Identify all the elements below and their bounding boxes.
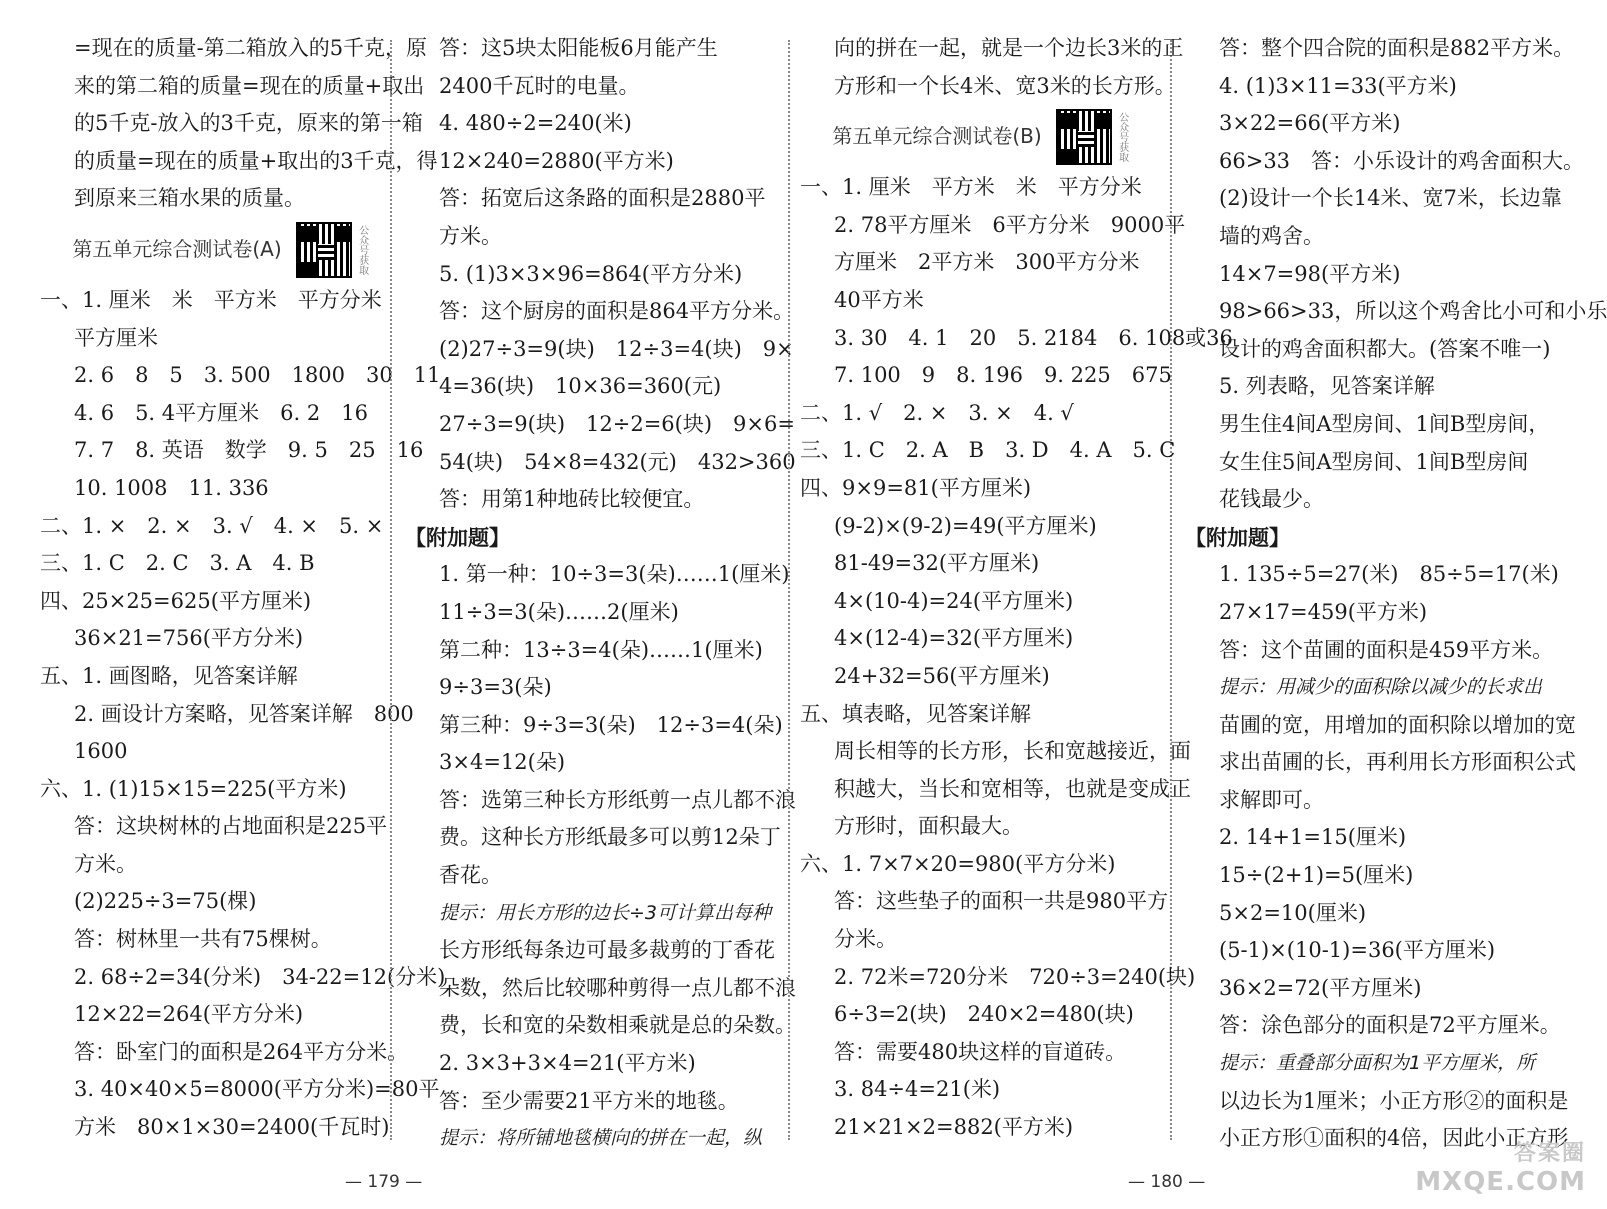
col4-line: 求解即可。 bbox=[1219, 787, 1324, 812]
col1-line: 的质量=现在的质量+取出的3千克，得 bbox=[74, 148, 438, 173]
col2-line: 27÷3=9(块) 12÷2=6(块) 9×6= bbox=[439, 411, 795, 436]
col4-line: 墙的鸡舍。 bbox=[1219, 223, 1324, 248]
col3-line: 7. 100 9 8. 196 9. 225 675 bbox=[834, 363, 1172, 388]
col1-line: 五、1. 画图略，见答案详解 bbox=[40, 663, 298, 688]
col1-line: 答：树林里一共有75棵树。 bbox=[74, 927, 332, 952]
col3-line: 方形时，面积最大。 bbox=[834, 814, 1023, 839]
col3-line: 40平方米 bbox=[834, 287, 924, 312]
watermark-line1: 答案圈 bbox=[1513, 1141, 1586, 1166]
col3-line: 21×21×2=882(平方米) bbox=[834, 1115, 1074, 1140]
col2-line: 5. (1)3×3×96=864(平方分米) bbox=[439, 261, 743, 286]
divider-2 bbox=[788, 40, 790, 1140]
col4-line: 花钱最少。 bbox=[1219, 487, 1324, 512]
col4-line: 男生住4间A型房间、1间B型房间， bbox=[1219, 411, 1550, 436]
col1-line: 3. 40×40×5=8000(平方分米)=80平 bbox=[74, 1077, 440, 1102]
col2-line: 2400千瓦时的电量。 bbox=[439, 73, 640, 98]
col3-line: 一、1. 厘米 平方米 米 平方分米 bbox=[800, 175, 1142, 200]
col1-line: (2)225÷3=75(棵) bbox=[74, 889, 257, 914]
col2-line: 【附加题】 bbox=[405, 524, 510, 550]
col2-line: 提示：将所铺地毯横向的拼在一起，纵 bbox=[439, 1127, 763, 1150]
col1-line: 来的第二箱的质量=现在的质量+取出 bbox=[74, 73, 425, 98]
col1-line: 36×21=756(平方分米) bbox=[74, 626, 304, 651]
col1-line: 1600 bbox=[74, 739, 128, 764]
qr-code-icon[interactable] bbox=[1056, 109, 1112, 165]
col2-line: 54(块) 54×8=432(元) 432>360 bbox=[439, 449, 796, 474]
col2-line: 答：拓宽后这条路的面积是2880平 bbox=[439, 186, 766, 211]
col3-line: 4×(10-4)=24(平方厘米) bbox=[834, 588, 1074, 613]
col3-line: 四、9×9=81(平方厘米) bbox=[800, 475, 1032, 500]
col3-bottom-block bbox=[800, 169, 1233, 1146]
col2-line: 3×4=12(朵) bbox=[439, 750, 566, 775]
col3-line: 4×(12-4)=32(平方厘米) bbox=[834, 626, 1074, 651]
divider-1 bbox=[390, 40, 392, 1140]
col4-line: 答：涂色部分的面积是72平方厘米。 bbox=[1219, 1013, 1561, 1038]
column-3 bbox=[800, 30, 1233, 1147]
col3-line: 3. 30 4. 1 20 5. 2184 6. 108或36 bbox=[834, 325, 1233, 350]
col3-line: 向的拼在一起，就是一个边长3米的正 bbox=[834, 36, 1184, 60]
col2-line: 答：这个厨房的面积是864平方分米。 bbox=[439, 299, 795, 324]
col4-line: 以边长为1厘米；小正方形②的面积是 bbox=[1219, 1088, 1569, 1113]
col3-line: 周长相等的长方形，长和宽越接近，面 bbox=[834, 739, 1191, 764]
col1-line: 答：卧室门的面积是264平方分米。 bbox=[74, 1039, 409, 1064]
col3-line: 积越大，当长和宽相等，也就是变成正 bbox=[834, 776, 1191, 801]
col3-line: 3. 84÷4=21(米) bbox=[834, 1077, 1001, 1102]
section-title-a-text: 第五单元综合测试卷(A) bbox=[72, 237, 282, 262]
col2-line: (2)27÷3=9(块) 12÷3=4(块) 9× bbox=[439, 336, 794, 361]
col3-line: 分米。 bbox=[834, 927, 897, 952]
col4-line: 苗圃的宽，用增加的面积除以增加的宽 bbox=[1219, 712, 1576, 737]
col4-line: 98>66>33，所以这个鸡舍比小可和小乐 bbox=[1219, 299, 1607, 324]
qr-side-label: 公众号获取 bbox=[356, 224, 368, 275]
col1-line: 2. 68÷2=34(分米) 34-22=12(分米) bbox=[74, 964, 446, 989]
page-number-left: — 179 — bbox=[345, 1172, 423, 1192]
col1-line: 12×22=264(平方分米) bbox=[74, 1002, 304, 1027]
col2-line: 香花。 bbox=[439, 863, 502, 888]
col3-line: 6÷3=2(块) 240×2=480(块) bbox=[834, 1002, 1134, 1027]
col4-line: (5-1)×(10-1)=36(平方厘米) bbox=[1219, 938, 1496, 963]
col2-line: 4. 480÷2=240(米) bbox=[439, 111, 632, 136]
section-title-b-text: 第五单元综合测试卷(B) bbox=[832, 124, 1042, 149]
col1-line: 到原来三箱水果的质量。 bbox=[74, 186, 305, 211]
col1-line: 平方厘米 bbox=[74, 325, 158, 350]
col1-line: 2. 画设计方案略，见答案详解 800 bbox=[74, 701, 414, 726]
col1-line: 4. 6 5. 4平方厘米 6. 2 16 bbox=[74, 400, 368, 425]
col4-line: 答：这个苗圃的面积是459平方米。 bbox=[1219, 637, 1554, 662]
col3-line: 答：需要480块这样的盲道砖。 bbox=[834, 1039, 1127, 1064]
col2-line: 答：至少需要21平方米的地毯。 bbox=[439, 1088, 739, 1113]
col2-line: 提示：用长方形的边长÷3可计算出每种 bbox=[439, 901, 772, 924]
col2-line: 费。这种长方形纸最多可以剪12朵丁 bbox=[439, 825, 781, 850]
col1-line: 答：这块树林的占地面积是225平 bbox=[74, 814, 388, 839]
col4-line: 提示：用减少的面积除以减少的长求出 bbox=[1219, 676, 1543, 699]
col2-line: 长方形纸每条边可最多裁剪的丁香花 bbox=[439, 938, 775, 963]
col2-line: 4=36(块) 10×36=360(元) bbox=[439, 374, 722, 399]
col4-line: 5. 列表略，见答案详解 bbox=[1219, 374, 1435, 399]
col4-line: 66>33 答：小乐设计的鸡舍面积大。 bbox=[1219, 148, 1585, 173]
col4-line: 【附加题】 bbox=[1185, 524, 1290, 550]
col2-line: 11÷3=3(朵)……2(厘米) bbox=[439, 599, 679, 624]
col1-line: =现在的质量-第二箱放入的5千克，原 bbox=[74, 36, 428, 60]
col1-line: 方米 80×1×30=2400(千瓦时) bbox=[74, 1115, 390, 1140]
col1-line: 7. 7 8. 英语 数学 9. 5 25 16 bbox=[74, 438, 424, 463]
col3-line: 24+32=56(平方厘米) bbox=[834, 663, 1050, 688]
section-title-a bbox=[40, 218, 400, 282]
col4-line: 3×22=66(平方米) bbox=[1219, 111, 1401, 136]
col2-line: 朵数，然后比较哪种剪得一点儿都不浪 bbox=[439, 975, 796, 1000]
col1-line: 2. 6 8 5 3. 500 1800 30 11 bbox=[74, 363, 441, 388]
page-number-right: — 180 — bbox=[1128, 1172, 1206, 1192]
col3-line: 三、1. C 2. A B 3. D 4. A 5. C bbox=[800, 438, 1176, 463]
col3-line: 81-49=32(平方厘米) bbox=[834, 551, 1040, 576]
col3-line: 方厘米 2平方米 300平方分米 bbox=[834, 250, 1140, 275]
col2-line: 答：这5块太阳能板6月能产生 bbox=[439, 36, 718, 60]
col2-line: 答：用第1种地砖比较便宜。 bbox=[439, 487, 705, 512]
col3-line: 方形和一个长4米、宽3米的长方形。 bbox=[834, 73, 1176, 98]
col1-line: 六、1. (1)15×15=225(平方米) bbox=[40, 776, 347, 801]
col2-line: 第三种：9÷3=3(朵) 12÷3=4(朵) bbox=[439, 712, 783, 737]
col4-line: 设计的鸡舍面积都大。(答案不唯一) bbox=[1219, 336, 1551, 361]
col1-top-block bbox=[40, 30, 438, 218]
col3-line: 答：这些垫子的面积一共是980平方 bbox=[834, 889, 1169, 914]
col3-line: 五、填表略，见答案详解 bbox=[800, 701, 1031, 726]
col4-line: 求出苗圃的长，再利用长方形面积公式 bbox=[1219, 750, 1576, 775]
col4-line: 5×2=10(厘米) bbox=[1219, 900, 1367, 925]
col3-line: (9-2)×(9-2)=49(平方厘米) bbox=[834, 513, 1097, 538]
col2-line: 费，长和宽的朵数相乘就是总的朵数。 bbox=[439, 1013, 796, 1038]
col2-line: 12×240=2880(平方米) bbox=[439, 148, 674, 173]
qr-code-icon[interactable] bbox=[296, 222, 352, 278]
section-title-b bbox=[800, 105, 1160, 169]
col2-line: 方米。 bbox=[439, 223, 502, 248]
watermark-line2: MXQE.COM bbox=[1415, 1167, 1586, 1197]
col1-line: 的5千克-放入的3千克，原来的第一箱 bbox=[74, 111, 423, 136]
col2-line: 1. 第一种：10÷3=3(朵)……1(厘米) bbox=[439, 562, 790, 587]
col1-bottom-block bbox=[40, 282, 446, 1147]
col3-line: 2. 78平方厘米 6平方分米 9000平 bbox=[834, 212, 1186, 237]
col3-line: 六、1. 7×7×20=980(平方分米) bbox=[800, 851, 1116, 876]
col1-line: 方米。 bbox=[74, 851, 137, 876]
col4-line: 女生住5间A型房间、1间B型房间 bbox=[1219, 449, 1529, 474]
col1-line: 一、1. 厘米 米 平方米 平方分米 bbox=[40, 287, 382, 312]
col4-line: 15÷(2+1)=5(厘米) bbox=[1219, 863, 1414, 888]
col4-line: 2. 14+1=15(厘米) bbox=[1219, 825, 1407, 850]
col4-line: 27×17=459(平方米) bbox=[1219, 599, 1428, 624]
col4-line: 36×2=72(平方厘米) bbox=[1219, 975, 1422, 1000]
col3-top-block bbox=[800, 30, 1184, 105]
col3-line: 二、1. √ 2. × 3. × 4. √ bbox=[800, 400, 1074, 425]
qr-side-label: 公众号获取 bbox=[1116, 112, 1128, 163]
watermark bbox=[1406, 1141, 1586, 1201]
col3-line: 2. 72米=720分米 720÷3=240(块) bbox=[834, 964, 1196, 989]
col4-line: 提示：重叠部分面积为1平方厘米，所 bbox=[1219, 1052, 1536, 1075]
col1-line: 10. 1008 11. 336 bbox=[74, 475, 269, 500]
col2-line: 9÷3=3(朵) bbox=[439, 675, 552, 700]
col2-line: 第二种：13÷3=4(朵)……1(厘米) bbox=[439, 637, 763, 662]
col4-line: (2)设计一个长14米、宽7米，长边靠 bbox=[1219, 186, 1562, 211]
col1-line: 四、25×25=625(平方厘米) bbox=[40, 588, 312, 613]
col4-line: 小正方形①面积的4倍，因此小正方形 bbox=[1219, 1126, 1569, 1151]
col1-line: 三、1. C 2. C 3. A 4. B bbox=[40, 551, 315, 576]
col2-line: 2. 3×3+3×4=21(平方米) bbox=[439, 1051, 696, 1076]
col4-line: 4. (1)3×11=33(平方米) bbox=[1219, 73, 1457, 98]
col4-line: 14×7=98(平方米) bbox=[1219, 261, 1401, 286]
column-2 bbox=[405, 30, 796, 1158]
col4-line: 1. 135÷5=27(米) 85÷5=17(米) bbox=[1219, 562, 1559, 587]
col4-line: 答：整个四合院的面积是882平方米。 bbox=[1219, 36, 1575, 60]
col2-block bbox=[405, 30, 796, 1158]
col1-line: 二、1. × 2. × 3. √ 4. × 5. × bbox=[40, 513, 384, 538]
col2-line: 答：选第三种长方形纸剪一点儿都不浪 bbox=[439, 787, 796, 812]
column-1 bbox=[40, 30, 446, 1147]
